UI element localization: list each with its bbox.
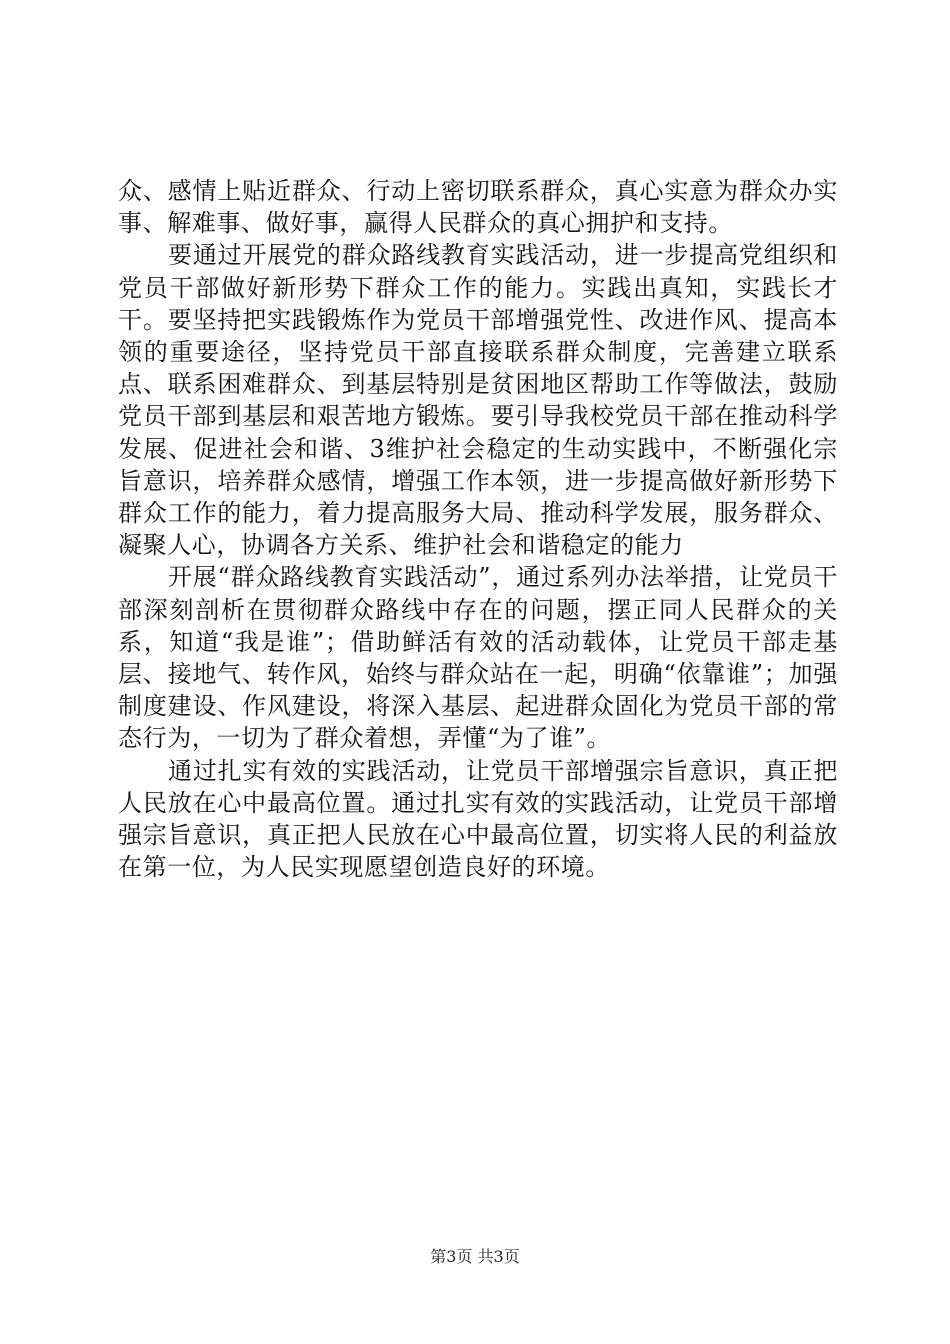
paragraph-4: 通过扎实有效的实践活动，让党员干部增强宗旨意识，真正把人民放在心中最高位置。通过扎实有效的实践活动，让党员干部增强宗旨意识，真正把人民放在心中最高位置，切实将人民的利益放在第一位，为人民实现愿望创造良好的环境。 xyxy=(118,756,838,882)
paragraph-1: 众、感情上贴近群众、行动上密切联系群众，真心实意为群众办实事、解难事、做好事，赢得人民群众的真心拥护和支持。 xyxy=(118,177,838,238)
document-body xyxy=(118,175,838,883)
page-number-footer: 第3页 共3页 xyxy=(430,1247,520,1266)
paragraph-2: 要通过开展党的群众路线教育实践活动，进一步提高党组织和党员干部做好新形势下群众工作的能力。实践出真知，实践长才干。要坚持把实践锻炼作为党员干部增强党性、改进作风、提高本领的重要途径，坚持党员干部直接联系群众制度，完善建立联系点、联系困难群众、到基层特别是贫困地区帮助工作等做法，鼓励党员干部到基层和艰苦地方锻炼。要引导我校党员干部在推动科学发展、促进社会和谐、3维护社会稳定的生动实践中，不断强化宗旨意识，培养群众感情，增强工作本领，进一步提高做好新形势下群众工作的能力，着力提高服务大局、推动科学发展，服务群众、凝聚人心，协调各方关系、维护社会和谐稳定的能力 xyxy=(118,241,838,560)
paragraph-3: 开展“群众路线教育实践活动”，通过系列办法举措，让党员干部深刻剖析在贯彻群众路线中存在的问题，摆正同人民群众的关系，知道“我是谁”；借助鲜活有效的活动载体，让党员干部走基层、接地气、转作风，始终与群众站在一起，明确“依靠谁”；加强制度建设、作风建设，将深入基层、起进群众固化为党员干部的常态行为，一切为了群众着想，弄懂“为了谁”。 xyxy=(118,563,838,753)
